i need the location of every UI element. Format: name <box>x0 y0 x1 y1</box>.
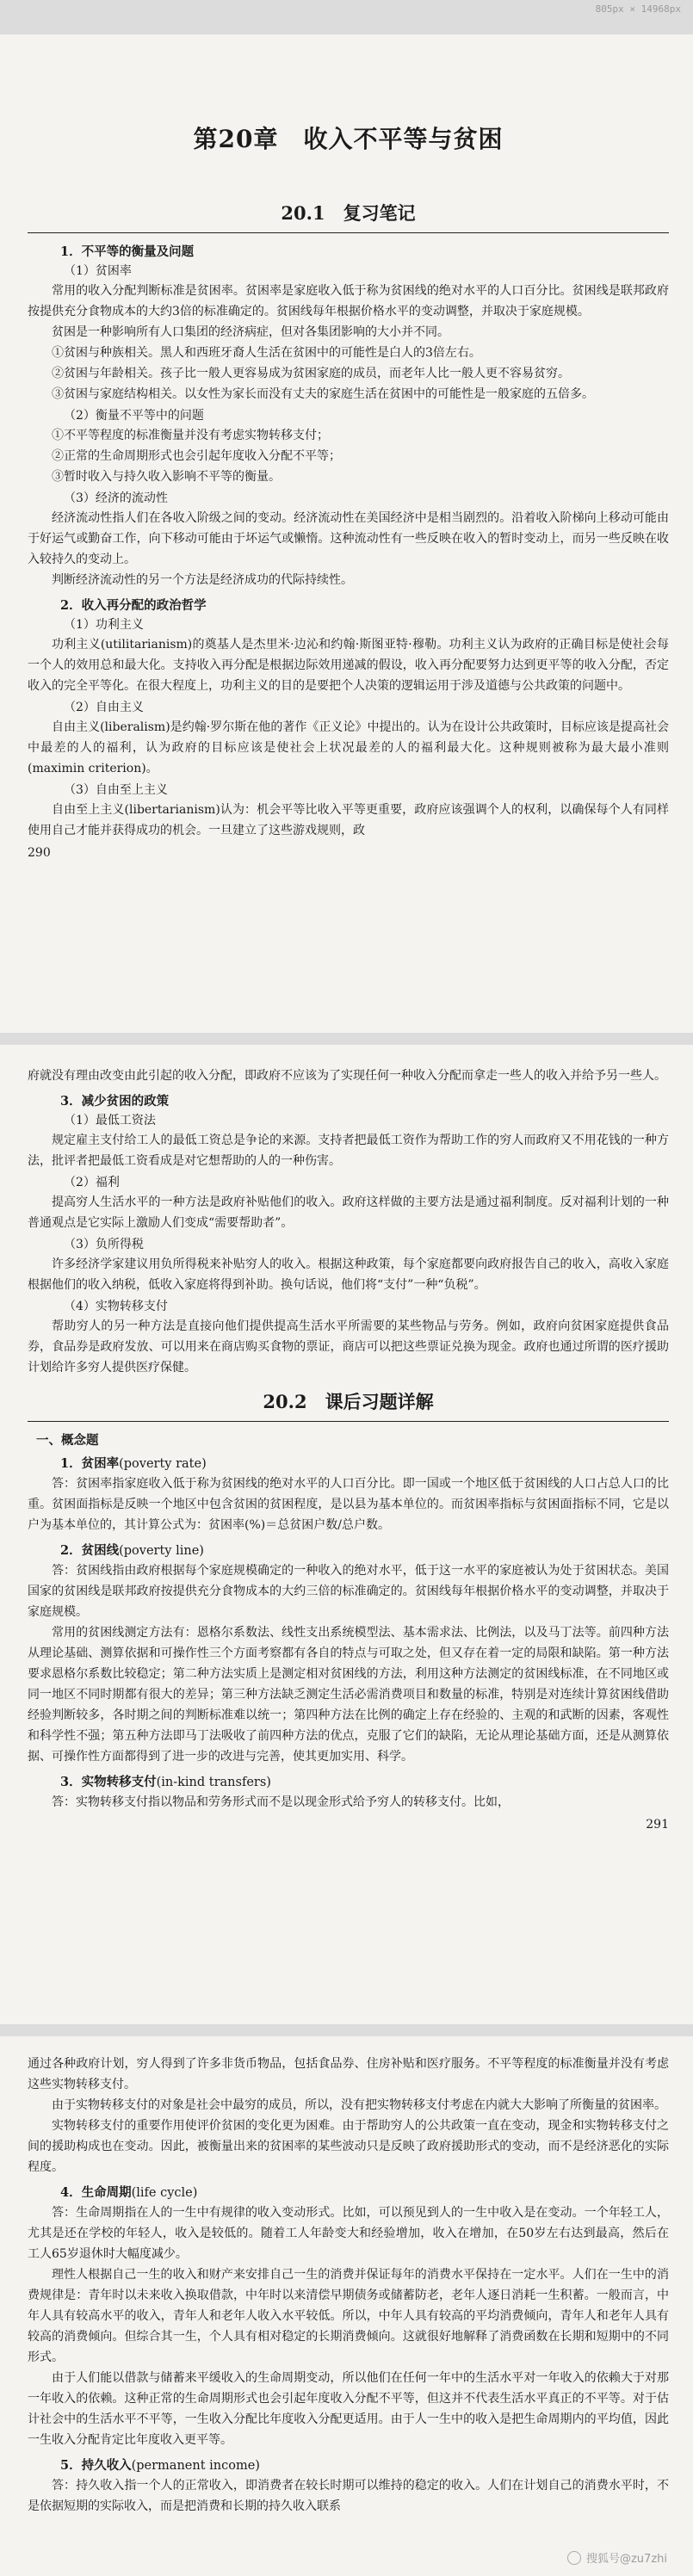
subheading: （1）最低工资法 <box>64 1114 156 1127</box>
section-rule <box>28 232 669 233</box>
term-english: (permanent income) <box>131 2459 260 2473</box>
paragraph: 答：持久收入指一个人的正常收入，即消费者在较长时期可以维持的稳定的收入。人们在计划自己的消费水平时，不是依据短期的实际收入，而是把消费和长期的持久收入联系 <box>28 2479 669 2513</box>
paragraph: 贫困是一种影响所有人口集团的经济病症，但对各集团影响的大小并不同。 <box>52 325 449 339</box>
section-title: 20.1 复习笔记 <box>281 202 416 224</box>
term-name: 3．实物转移支付 <box>60 1775 157 1789</box>
page-number: 290 <box>28 846 51 860</box>
term-english: (poverty rate) <box>119 1457 207 1471</box>
paragraph: 许多经济学家建议用负所得税来补贴穷人的收入。根据这种政策，每个家庭都要向政府报告自己的收入，高收入家庭根据他们的收入纳税，低收入家庭将得到补助。换句话说，他们将“支付”一种“负税”。 <box>28 1257 669 1292</box>
subheading: （3）自由至上主义 <box>64 783 168 797</box>
paragraph: 通过各种政府计划，穷人得到了许多非货币物品，包括食品券、住房补贴和医疗服务。不平等程度的标准衡量并没有考虑这些实物转移支付。 <box>28 2057 669 2091</box>
paragraph: 自由至上主义(libertarianism)认为：机会平等比收入平等更重要，政府应该强调个人的权利，以确保每个人有同样使用自己才能并获得成功的机会。一旦建立了这些游戏规则，政 <box>28 803 669 837</box>
paragraph: 答：贫困率指家庭收入低于称为贫困线的绝对水平的人口百分比。即一国或一个地区低于贫困线的人口占总人口的比重。贫困面指标是反映一个地区中包含贫困的贫困程度，是以县为基本单位的。而贫困率指标与贫困面指标不同，它是以户为基本单位的，其计算公式为：贫困率(%)＝总贫困户数/总户数。 <box>28 1477 669 1532</box>
term-heading <box>60 1772 669 1790</box>
paragraph: 判断经济流动性的另一个方法是经济成功的代际持续性。 <box>52 573 353 587</box>
subheading: （2）衡量不平等中的问题 <box>64 409 204 423</box>
paragraph: 提高穷人生活水平的一种方法是政府补贴他们的收入。政府这样做的主要方法是通过福利制度。反对福利计划的一种普通观点是它实际上激励人们变成“需要帮助者”。 <box>28 1195 669 1230</box>
subheading: （3）经济的流动性 <box>64 491 168 505</box>
term-heading <box>60 2456 669 2474</box>
term-heading <box>60 2183 669 2201</box>
section-rule <box>28 1421 669 1422</box>
term-name: 1．贫困率 <box>60 1456 120 1471</box>
paragraph: 帮助穷人的另一种方法是直接向他们提供提高生活水平所需要的某些物品与劳务。例如，政府向贫困家庭提供食品券，食品券是政府发放、可以用来在商店购买食物的票证，商店可以把这些票证兑换为现金。政府也通过所谓的医疗援助计划给许多穷人提供医疗保健。 <box>28 1319 669 1374</box>
paragraph: ①贫困与种族相关。黑人和西班牙裔人生活在贫困中的可能性是白人的3倍左右。 <box>52 346 481 360</box>
section-title: 20.2 课后习题详解 <box>263 1391 434 1412</box>
term-name: 4．生命周期 <box>60 2185 132 2200</box>
heading: 1．不平等的衡量及问题 <box>60 244 195 259</box>
term-heading <box>60 1454 669 1472</box>
subheading: （2）福利 <box>64 1176 120 1189</box>
paragraph: ③贫困与家庭结构相关。以女性为家长而没有丈夫的家庭生活在贫困中的可能性是一般家庭的五倍多。 <box>52 387 594 401</box>
paragraph: 自由主义(liberalism)是约翰·罗尔斯在他的著作《正义论》中提出的。认为在设计公共政策时，目标应该是提高社会中最差的人的福利，认为政府的目标应该是使社会上状况最差的人的福利最大化。这种规则被称为最大最小准则(maximin criterion)。 <box>28 720 669 775</box>
subheading: （2）自由主义 <box>64 701 144 714</box>
book-page-291 <box>0 1045 693 2024</box>
paragraph: 府就没有理由改变由此引起的收入分配，即政府不应该为了实现任何一种收入分配而拿走一些人的收入并给予另一些人。 <box>28 1069 666 1083</box>
paragraph: 理性人根据自己一生的收入和财产来安排自己一生的消费并保证每年的消费水平保持在一定水平。人们在一生中的消费规律是：青年时以未来收入换取借款，中年时以来清偿早期债务或储蓄防老，老年人逐日消耗一生积蓄。一般而言，中年人具有较高水平的收入，青年人和老年人收入水平较低。所以，中年人具有较高的平均消费倾向，青年人和老年人具有较高的消费倾向。但综合其一生，个人具有相对稳定的长期消费倾向。这就很好地解释了消费函数在长期和短期中的不同形式。 <box>28 2268 669 2364</box>
term-english: (poverty line) <box>119 1544 204 1558</box>
heading: 一、概念题 <box>36 1433 99 1448</box>
chapter-title: 第20章 收入不平等与贫困 <box>193 125 504 153</box>
paragraph: ①不平等程度的标准衡量并没有考虑实物转移支付； <box>52 429 329 442</box>
term-name: 2．贫困线 <box>60 1543 120 1558</box>
subheading: （1）贫困率 <box>64 264 132 278</box>
watermark-text: 搜狐号@zu7zhi <box>585 2553 667 2566</box>
paragraph: ②贫困与年龄相关。孩子比一般人更容易成为贫困家庭的成员，而老年人比一般人更不容易贫穷。 <box>52 367 570 380</box>
paragraph: ③暂时收入与持久收入影响不平等的衡量。 <box>52 470 281 484</box>
sohu-logo-icon <box>567 2551 581 2565</box>
subheading: （3）负所得税 <box>64 1238 144 1251</box>
paragraph: 经济流动性指人们在各收入阶级之间的变动。经济流动性在美国经济中是相当剧烈的。沿着收入阶梯向上移动可能由于好运气或勤奋工作，向下移动可能由于坏运气或懒惰。这种流动性有一些反映在收入的暂时变动上，而另一些反映在收入较持久的变动上。 <box>28 511 669 566</box>
book-page-292 <box>0 2036 693 2576</box>
paragraph: 功利主义(utilitarianism)的奠基人是杰里米·边沁和约翰·斯图亚特·穆勒。功利主义认为政府的正确目标是使社会每一个人的效用总和最大化。支持收入再分配是根据边际效用递减的假设，收入再分配要努力达到更平等的收入分配，否定收入的完全平等化。在很大程度上，功利主义的目的是要把个人决策的逻辑运用于涉及道德与公共政策的问题中。 <box>28 638 669 693</box>
term-english: (life cycle) <box>131 2186 198 2200</box>
paragraph: ②正常的生命周期形式也会引起年度收入分配不平等； <box>52 449 341 463</box>
page-number: 291 <box>646 1818 669 1832</box>
paragraph: 答：生命周期指在人的一生中有规律的收入变动形式。比如，可以预见到人的一生中收入是在变动。一个年轻工人，尤其是还在学校的年轻人，收入是较低的。随着工人年龄变大和经验增加，收入在增加，在50岁左右达到最高，然后在工人65岁退休时大幅度减少。 <box>28 2206 669 2261</box>
book-page-290 <box>0 34 693 1033</box>
subheading: （1）功利主义 <box>64 618 144 632</box>
paragraph: 常用的贫困线测定方法有：恩格尔系数法、线性支出系统模型法、基本需求法、比例法，以及马丁法等。前四种方法从理论基础、测算依据和可操作性三个方面考察都有各自的特点与可取之处，但又存在着一定的局限和缺陷。第一种方法要求恩格尔系数比较稳定；第二种方法实质上是测定相对贫困线的方法，利用这种方法测定的贫困线标准，在不同地区或同一地区不同时期都有很大的差异；第三种方法缺乏测定生活必需消费项目和数量的标准，特别是对连续计算贫困线借助经验判断较多，各时期之间的判断标准难以统一；第四种方法在比例的确定上存在经验的、主观的和武断的因素，客观性和科学性不强；第五种方法即马丁法吸收了前四种方法的优点，克服了它们的缺陷，无论从理论基础方面，还是从测算依据、可操作性方面都得到了进一步的改进与完善，使其更加实用、科学。 <box>28 1626 669 1764</box>
subheading: （4）实物转移支付 <box>64 1300 168 1313</box>
heading: 3．减少贫困的政策 <box>60 1094 170 1109</box>
term-name: 5．持久收入 <box>60 2458 132 2473</box>
heading: 2．收入再分配的政治哲学 <box>60 598 207 613</box>
watermark <box>567 2549 667 2566</box>
paragraph: 由于实物转移支付的对象是社会中最穷的成员，所以，没有把实物转移支付考虑在内就大大影响了所衡量的贫困率。 <box>52 2098 666 2112</box>
term-heading <box>60 1541 669 1559</box>
term-english: (in-kind transfers) <box>156 1776 271 1789</box>
paragraph: 实物转移支付的重要作用使评价贫困的变化更为困难。由于帮助穷人的公共政策一直在变动，现金和实物转移支付之间的援助构成也在变动。因此，被衡量出来的贫困率的某些波动只是反映了政府援助形式的变动，而不是经济恶化的实际程度。 <box>28 2119 669 2174</box>
paragraph: 答：贫困线指由政府根据每个家庭规模确定的一种收入的绝对水平，低于这一水平的家庭被认为处于贫困状态。美国国家的贫困线是联邦政府按提供充分食物成本的大约三倍的标准确定的。贫困线每年根据价格水平的变动调整，并取决于家庭规模。 <box>28 1564 669 1619</box>
paragraph: 规定雇主支付给工人的最低工资总是争论的来源。支持者把最低工资作为帮助工作的穷人而政府又不用花钱的一种方法，批评者把最低工资看成是对它想帮助的人的一种伤害。 <box>28 1134 669 1168</box>
image-size-caption: 805px × 14968px <box>595 3 681 15</box>
paragraph: 由于人们能以借款与储蓄来平缓收入的生命周期变动，所以他们在任何一年中的生活水平对一年收入的依赖大于对那一年收入的依赖。这种正常的生命周期形式也会引起年度收入分配不平等，但这并不代表生活水平真正的不平等。对于估计社会中的生活水平不平等，一生收入分配比年度收入分配更适用。由于人一生中的收入是把生命周期内的平均值，因此一生收入分配肯定比年度收入更平等。 <box>28 2371 669 2447</box>
paragraph: 常用的收入分配判断标准是贫困率。贫困率是家庭收入低于称为贫困线的绝对水平的人口百分比。贫困线是联邦政府按提供充分食物成本的大约3倍的标准确定的。贫困线每年根据价格水平的变动调整，并取决于家庭规模。 <box>28 284 669 318</box>
paragraph: 答：实物转移支付指以物品和劳务形式而不是以现金形式给予穷人的转移支付。比如， <box>52 1795 510 1809</box>
